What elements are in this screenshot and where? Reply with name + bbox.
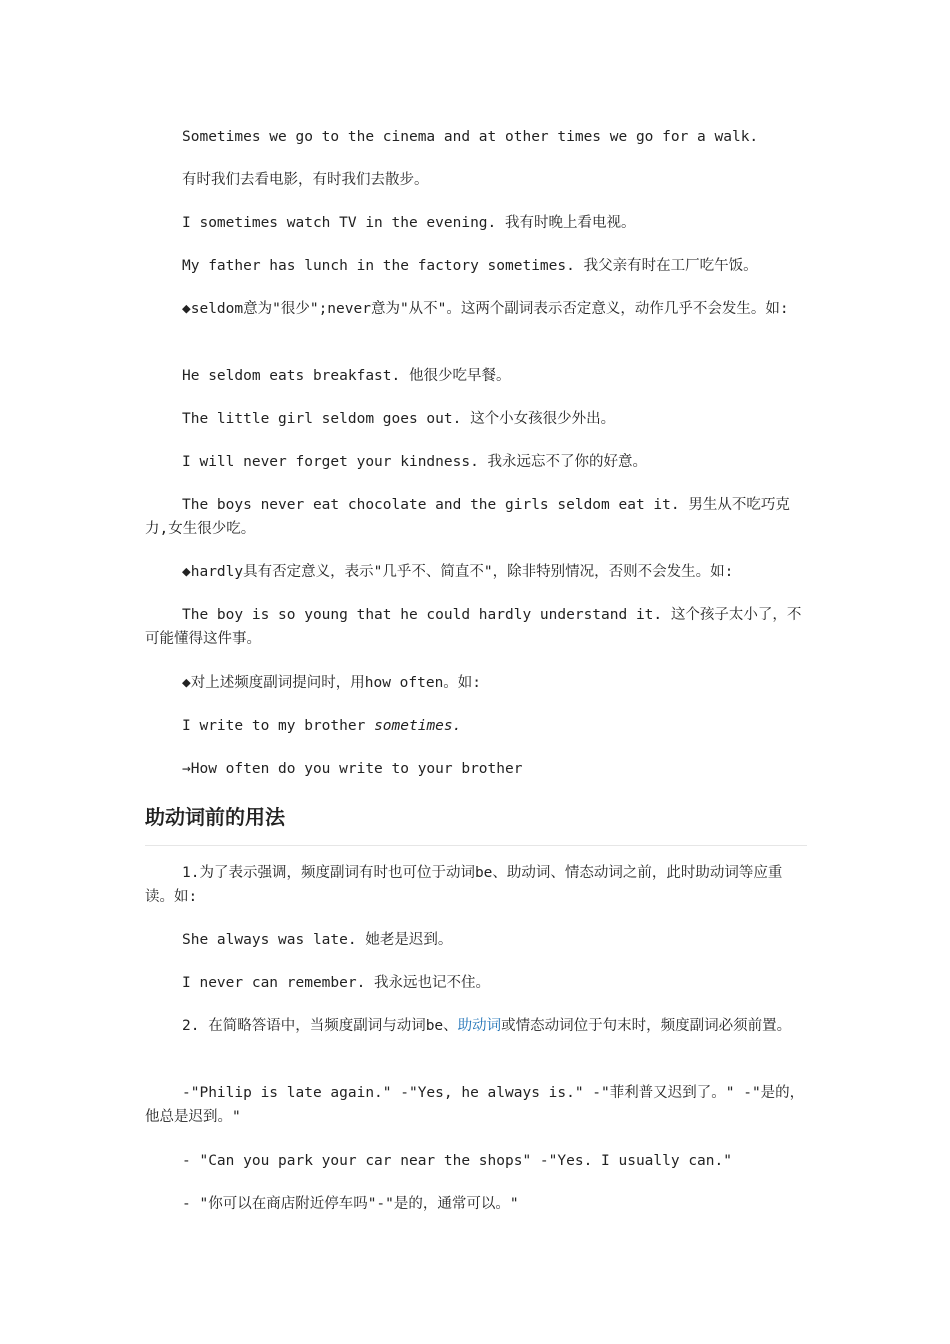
paragraph-write-example <box>145 714 810 738</box>
paragraph-how-often-question: →How often do you write to your brother <box>182 761 523 777</box>
paragraph-hardly-example: The boy is so young that he could hardly understand it. 这个孩子太小了，不可能懂得这件事。 <box>145 607 802 647</box>
write-example-text: I write to my brother <box>182 718 375 734</box>
short-answer-rule-prefix: 2. 在简略答语中，当频度副词与动词be、 <box>182 1018 458 1034</box>
paragraph-chocolate-example: The boys never eat chocolate and the girls seldom eat it. 男生从不吃巧克力,女生很少吃。 <box>145 497 790 537</box>
paragraph-seldom-never-rule: ◆seldom意为"很少";never意为"从不"。这两个副词表示否定意义，动作几乎不会发生。如: <box>182 301 789 317</box>
paragraph-hardly-rule: ◆hardly具有否定意义，表示"几乎不、简直不"，除非特别情况，否则不会发生。如: <box>182 564 734 580</box>
paragraph-tv-example: I sometimes watch TV in the evening. 我有时晚上看电视。 <box>182 215 636 231</box>
paragraph-how-often-rule: ◆对上述频度副词提问时，用how often。如: <box>182 675 482 691</box>
paragraph-girl-example: The little girl seldom goes out. 这个小女孩很少外出。 <box>182 411 616 427</box>
paragraph-kindness-example: I will never forget your kindness. 我永远忘不了你的好意。 <box>182 454 648 470</box>
section-divider <box>145 845 807 846</box>
short-answer-rule-suffix: 或情态动词位于句末时，频度副词必须前置。 <box>501 1018 792 1034</box>
paragraph-remember-example: I never can remember. 我永远也记不住。 <box>182 975 491 991</box>
paragraph-philip-example: -"Philip is late again." -"Yes, he always is." -"菲利普又迟到了。" -"是的，他总是迟到。" <box>145 1085 805 1125</box>
paragraph-park-translation: - "你可以在商店附近停车吗"-"是的，通常可以。" <box>182 1196 519 1212</box>
paragraph-late-example: She always was late. 她老是迟到。 <box>182 932 453 948</box>
paragraph-emphasis-rule: 1.为了表示强调，频度副词有时也可位于动词be、助动词、情态动词之前，此时助动词等应重读。如: <box>145 865 783 905</box>
write-example-emphasis: sometimes. <box>374 718 462 734</box>
paragraph-short-answer-rule <box>145 1014 810 1038</box>
paragraph-cinema-translation: 有时我们去看电影，有时我们去散步。 <box>182 172 429 188</box>
paragraph-park-example: - "Can you park your car near the shops" -"Yes. I usually can." <box>182 1153 732 1169</box>
paragraph-breakfast-example: He seldom eats breakfast. 他很少吃早餐。 <box>182 368 511 384</box>
section-heading: 助动词前的用法 <box>145 805 285 829</box>
auxiliary-verb-link[interactable]: 助动词 <box>457 1018 502 1034</box>
paragraph-lunch-example: My father has lunch in the factory sometimes. 我父亲有时在工厂吃午饭。 <box>182 258 758 274</box>
paragraph-cinema-example: Sometimes we go to the cinema and at other times we go for a walk. <box>182 129 759 145</box>
